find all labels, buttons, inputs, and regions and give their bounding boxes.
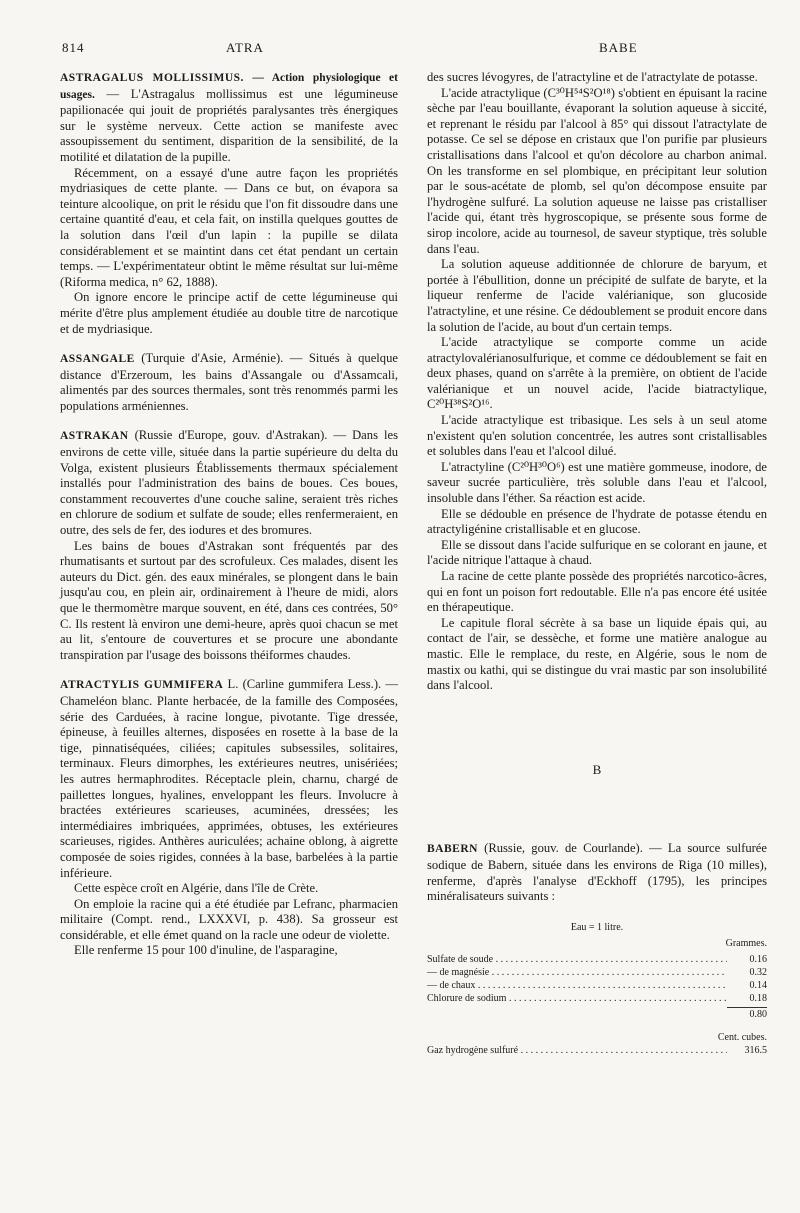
analysis-gas-label: Gaz hydrogène sulfuré . . . (427, 1044, 727, 1057)
paragraph (427, 616, 767, 694)
page-number: 814 (62, 40, 85, 55)
paragraph (427, 70, 767, 86)
paragraph (427, 86, 767, 258)
paragraph (427, 569, 767, 616)
analysis-row-value: 0.18 (749, 992, 767, 1004)
analysis-row-label: — de chaux . . . (427, 979, 727, 992)
paragraph-text: — L'Astragalus mollissimus est une légumineuse papilionacée qui jouit de propriétés paralysantes très énergiques sur le système nerveux. Cette action se manifeste avec assoupissement du sentiment, disparition de la sensibilité, de la motilité et dilatation de la pupille. (60, 86, 398, 164)
analysis-gas-row (427, 1044, 767, 1057)
entry-headword: ASTRAKAN (60, 430, 129, 443)
paragraph-text: L'acide atractylique (C³⁰H⁵⁴S²O¹⁸) s'obtient en épuisant la racine sèche par l'eau bouillante, évaporant la solution aqueuse à siccité, et reprenant le résidu par l'alcool à 85° qui dissout l'atractylate de potasse. Ce sel se dépose en cristaux que l'on purifie par plusieurs cristallisations dans l'alcool et qu'on décolore au charbon animal. On les transforme en sel plombique, en précipitant leur solution par le sous-acétate de plomb, sel qu'on décompose ensuite par l'hydrogène sulfuré. La solution aqueuse ne laisse pas cristalliser l'acide qui, étant très hygroscopique, se présente sous forme de sirop incolore, acide au tournesol, de saveur styptique, très soluble dans l'eau. (427, 85, 767, 256)
analysis-total: 0.80 (727, 1007, 767, 1021)
entry-babern (427, 841, 767, 904)
left-column (60, 70, 398, 959)
paragraph (60, 943, 398, 959)
paragraph-text: (Russie d'Europe, gouv. d'Astrakan). — Dans les environs de cette ville, située dans la partie supérieure du delta du Volga, existent plusieurs Établissements thermaux spécialement installés pour l'administration des bains de boues. Ces boues, constamment recouvertes d'une couche saline, seraient très riches en chlorure de sodium et sulfate de soude; elles renfermeraient, en outre, des sels de fer, des iodures et des bromures. (60, 428, 398, 538)
paragraph-text: Le capitule floral sécrète à sa base un liquide épais qui, au contact de l'air, se dessèche, et forme une matière analogue au mastic. Elle le remplace, du reste, en Algérie, sous le nom de mastix ou kathi, qui se distingue du vrai mastic par son insolubilité dans l'alcool. (427, 615, 767, 693)
analysis-row (427, 953, 767, 966)
paragraph-text: L. (Carline gummifera Less.). — Chameléon blanc. Plante herbacée, de la famille des Composées, série des Carduées, à racine longue, pivotante. Tige dressée, épineuse, à feuilles alternes, disposées en rosette à la base de la tige, pinnatiséquées, ciliées; capitules subsessiles, solitaires, terminaux. Fleurs dimorphes, les extérieures neutres, unisériées; les autres hermaphrodites. Réceptacle plein, charnu, chargé de paillettes longues, hyalines, enveloppant les fleurs. Involucre à bractées extérieures scarieuses, acuminées, dressées; les intermédiaires imbriquées, apprimées, obtuses, les extérieures scarieuses, rigides. Anthères auriculées; achaine oblong, à aigrette composée de soies rigides, connées à la base, barbelées à la partie inférieure. (60, 677, 398, 880)
analysis-unit-gas: Cent. cubes. (717, 1031, 767, 1043)
analysis-row-value: 0.32 (749, 966, 767, 978)
paragraph-text: L'acide atractylique est tribasique. Les sels à un seul atome n'existent qu'en solution concentrée, les autres sont cristallisables et solubles dans l'eau et l'alcool dilué. (427, 413, 767, 459)
entry-headword: ATRACTYLIS GUMMIFERA (60, 679, 224, 692)
right-column (427, 70, 767, 1057)
analysis-caption: Eau = 1 litre. (570, 921, 624, 933)
running-head-right: BABE (599, 40, 638, 55)
paragraph-text: Elle se dédouble en présence de l'hydrate de potasse étendu en atractyligénine cristallisable et en glucose. (427, 506, 767, 537)
paragraph (60, 539, 398, 664)
paragraph (427, 257, 767, 335)
paragraph-text: Cette espèce croît en Algérie, dans l'île de Crète. (74, 881, 319, 896)
analysis-gas-value: 316.5 (744, 1044, 767, 1056)
page-header (50, 40, 760, 60)
entry-headword: BABERN (427, 843, 478, 856)
paragraph-text: La racine de cette plante possède des propriétés narcotico-âcres, qui en font un poison fort redoutable. Elle n'a pas encore été usitée en thérapeutique. (427, 569, 767, 615)
analysis-row-label: — de magnésie . . . (427, 966, 727, 979)
entry-paragraph (60, 677, 398, 881)
section-letter: B (592, 761, 602, 777)
entry-headword: ASSANGALE (60, 353, 135, 366)
analysis-row-label: Sulfate de soude . . . (427, 953, 727, 966)
entry-text: (Russie, gouv. de Courlande). — La source sulfurée sodique de Babern, située dans les environs de Riga (10 milles), renferme, d'après l'analyse d'Eckhoff (1795), les principes minéralisateurs suivants : (427, 841, 767, 904)
paragraph (427, 413, 767, 460)
analysis-row (427, 992, 767, 1005)
paragraph (427, 460, 767, 507)
paragraph (427, 335, 767, 413)
analysis-unit: Grammes. (725, 937, 767, 949)
paragraph-text: L'acide atractylique se comporte comme un acide atractylovalérianosulfurique, et comme ce dédoublement se fait en deux phases, quand on s'arrête à la première, on obtient de l'acide valérianique et un nouvel acide, l'acide biatractylique, C²⁰H³⁸S²O¹⁶. (427, 335, 767, 412)
entry-paragraph (60, 351, 398, 414)
entry-subheading: — Action physiologique et usages. (60, 72, 398, 101)
paragraph (427, 538, 767, 569)
analysis-row (427, 966, 767, 979)
paragraph-text: Elle se dissout dans l'acide sulfurique en se colorant en jaune, et l'acide nitrique l'attaque à chaud. (427, 537, 767, 568)
paragraph-text: Elle renferme 15 pour 100 d'inuline, de l'asparagine, (74, 943, 338, 958)
paragraph-text: On ignore encore le principe actif de cette légumineuse qui mérite d'être plus amplement étudiée au double titre de narcotique et de mydriasique. (60, 290, 398, 336)
paragraph-text: La solution aqueuse additionnée de chlorure de baryum, et portée à l'ébullition, donne un précipité de sulfate de baryte, et la liqueur renferme de l'acide valérianique, son glucoside l'atractyline, et une résine. Ce dédoublement se produit encore dans la solution de l'acide, au bout d'un certain temps. (427, 257, 767, 334)
entry-paragraph (60, 70, 398, 166)
analysis-row-label: Chlorure de sodium . . . (427, 992, 727, 1005)
paragraph (60, 897, 398, 944)
paragraph (60, 290, 398, 337)
paragraph (427, 507, 767, 538)
analysis-row-value: 0.16 (749, 953, 767, 965)
analysis-row-value: 0.14 (749, 979, 767, 991)
paragraph (60, 881, 398, 897)
paragraph-text: des sucres lévogyres, de l'atractyline et de l'atractylate de potasse. (427, 70, 758, 84)
paragraph-text: Récemment, on a essayé d'une autre façon les propriétés mydriasiques de cette plante. — Dans ce but, on évapora sa teinture alcoolique, on prit le résidu que l'on fit dissoudre dans une certaine quantité d'eau, et cela fait, on instilla quelques gouttes de la solution dans l'œil d'un lapin : la pupille se dilata considérablement et se maintint dans cet état pendant un certain temps. — L'expérimentateur obtint le même résultat sur lui-même (Riforma medica, n° 62, 1888). (60, 165, 398, 289)
entry-headword: ASTRAGALUS MOLLISSIMUS. (60, 72, 244, 84)
entry-paragraph (60, 428, 398, 538)
running-head-left: ATRA (226, 40, 264, 55)
paragraph-text: On emploie la racine qui a été étudiée par Lefranc, pharmacien militaire (Compt. rend., LXXXVI, p. 438). Sa grosseur est considérable, et elle émet quand on la racle une odeur de violette. (60, 896, 398, 942)
paragraph (60, 166, 398, 291)
analysis-row (427, 979, 767, 992)
paragraph-text: L'atractyline (C²⁰H³⁰O⁶) est une matière gommeuse, inodore, de saveur sucrée particulière, très soluble dans l'eau et l'alcool, insoluble dans l'éther. Sa réaction est acide. (427, 459, 767, 506)
paragraph-text: Les bains de boues d'Astrakan sont fréquentés par des rhumatisants et surtout par des scrofuleux. Ces malades, disent les auteurs du Dict. gén. des eaux minérales, se plongent dans le bain jusqu'au cou, en plein air, ordinairement à l'heure de midi, alors que le thermomètre marque souvent, en été, dans ces contrées, 50° C. Ils restent là environ une demi-heure, après quoi chacun se met au lit, s'entoure de couvertures et se procure une abondante transpiration par l'usage des boissons théiformes chaudes. (60, 538, 398, 662)
analysis-table (427, 921, 767, 1057)
paragraph-text: (Turquie d'Asie, Arménie). — Situés à quelque distance d'Erzeroum, les bains d'Assangale ou d'Assamcali, alimentés par des sources thermales, sont très renommés parmi les populations arméniennes. (60, 351, 398, 413)
